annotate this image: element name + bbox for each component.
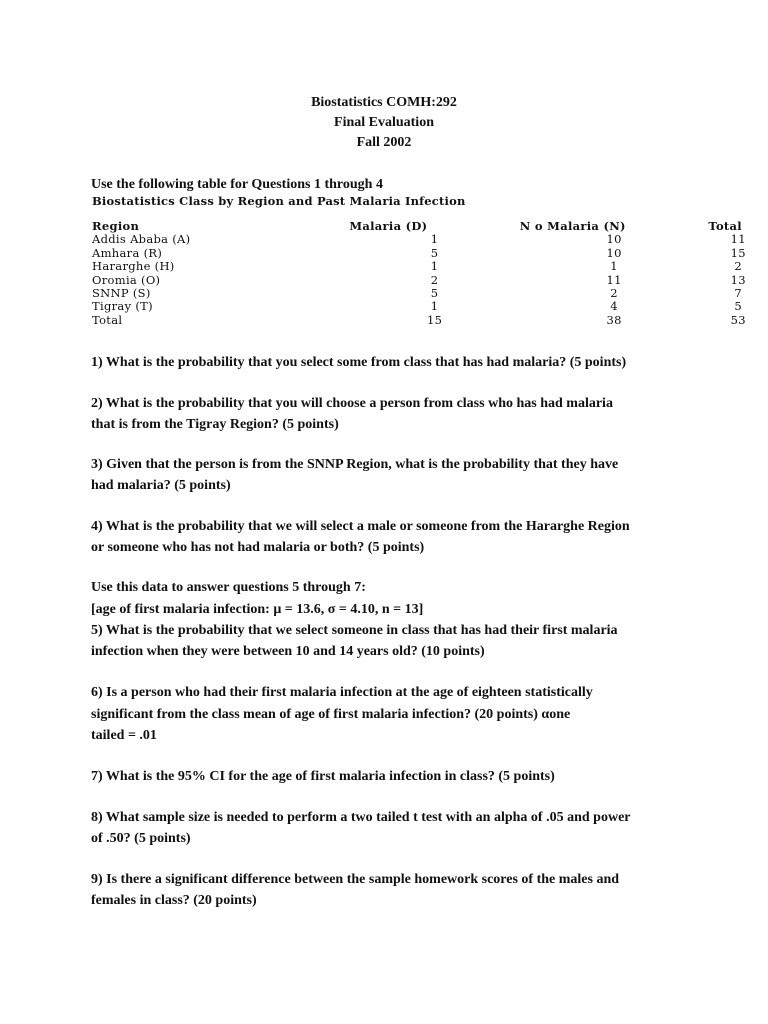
question-1: 1) What is the probability that you select some from class that has had malaria? (5 points) — [91, 355, 627, 370]
data-parameters: [age of first malaria infection: μ = 13.6, σ = 4.10, n = 13] — [91, 602, 424, 617]
cell-region: Total — [92, 312, 123, 327]
question-4-line-2: or someone who has not had malaria or both? (5 points) — [91, 540, 425, 555]
table-row — [92, 260, 768, 273]
table-total-row — [92, 314, 768, 327]
question-9-line-2: females in class? (20 points) — [91, 893, 257, 908]
question-2-line-1: 2) What is the probability that you will choose a person from class who has had malaria — [91, 396, 613, 411]
cell-total: 53 — [730, 312, 746, 327]
table-row — [92, 247, 768, 260]
malaria-table — [92, 220, 768, 327]
question-5-line-2: infection when they were between 10 and 14 years old? (10 points) — [91, 644, 485, 659]
column-header-region: Region — [92, 219, 140, 233]
cell-total: 11 — [730, 232, 746, 247]
question-2-line-2: that is from the Tigray Region? (5 points) — [91, 417, 339, 432]
table-intro: Use the following table for Questions 1 through 4 — [91, 177, 383, 192]
exam-title: Final Evaluation — [334, 115, 434, 130]
question-8-line-1: 8) What sample size is needed to perform a two tailed t test with an alpha of .05 and power — [91, 810, 631, 825]
cell-no-malaria: 11 — [606, 272, 622, 287]
table-row — [92, 300, 768, 313]
term-title: Fall 2002 — [356, 135, 412, 150]
cell-malaria: 5 — [430, 245, 439, 260]
course-title: Biostatistics COMH:292 — [311, 95, 457, 110]
question-6-line-1: 6) Is a person who had their first malaria infection at the age of eighteen statistically — [91, 685, 593, 700]
question-6-line-3: tailed = .01 — [91, 728, 157, 743]
question-9-line-1: 9) Is there a significant difference between the sample homework scores of the males and — [91, 872, 620, 887]
cell-malaria: 1 — [430, 232, 439, 247]
table-row — [92, 274, 768, 287]
cell-total: 5 — [734, 299, 743, 314]
table-row — [92, 233, 768, 246]
question-7: 7) What is the 95% CI for the age of first malaria infection in class? (5 points) — [91, 769, 555, 784]
cell-malaria: 5 — [430, 286, 439, 301]
cell-no-malaria: 10 — [606, 232, 622, 247]
table-row — [92, 287, 768, 300]
cell-total: 15 — [730, 245, 746, 260]
table-title: Biostatistics Class by Region and Past Malaria Infection — [92, 194, 466, 208]
column-header-total: Total — [708, 219, 742, 233]
question-8-line-2: of .50? (5 points) — [91, 831, 191, 846]
question-4-line-1: 4) What is the probability that we will select a male or someone from the Hararghe Region — [91, 519, 630, 534]
cell-total: 13 — [730, 272, 746, 287]
data-intro: Use this data to answer questions 5 through 7: — [91, 580, 366, 595]
cell-total: 2 — [734, 259, 743, 274]
cell-region: Hararghe (H) — [92, 259, 175, 274]
cell-no-malaria: 1 — [610, 259, 618, 274]
cell-no-malaria: 2 — [610, 286, 618, 301]
cell-malaria: 2 — [430, 272, 439, 287]
cell-region: Addis Ababa (A) — [92, 232, 191, 247]
column-header-malaria: Malaria (D) — [349, 219, 428, 233]
question-6-line-2: significant from the class mean of age of first malaria infection? (20 points) αone — [91, 707, 571, 722]
question-3-line-2: had malaria? (5 points) — [91, 478, 231, 493]
cell-no-malaria: 10 — [606, 245, 622, 260]
cell-no-malaria: 38 — [606, 312, 622, 327]
question-3-line-1: 3) Given that the person is from the SNNP Region, what is the probability that they have — [91, 457, 619, 472]
cell-region: Tigray (T) — [92, 299, 153, 314]
cell-malaria: 15 — [426, 312, 443, 327]
cell-region: Amhara (R) — [92, 245, 163, 260]
cell-region: Oromia (O) — [92, 272, 161, 287]
cell-malaria: 1 — [430, 299, 439, 314]
cell-no-malaria: 4 — [610, 299, 618, 314]
cell-region: SNNP (S) — [92, 286, 151, 301]
cell-total: 7 — [734, 286, 743, 301]
column-header-no-malaria: N o Malaria (N) — [519, 219, 626, 233]
question-5-line-1: 5) What is the probability that we select someone in class that has had their first malaria — [91, 623, 618, 638]
cell-malaria: 1 — [430, 259, 439, 274]
table-header-row — [92, 220, 768, 233]
